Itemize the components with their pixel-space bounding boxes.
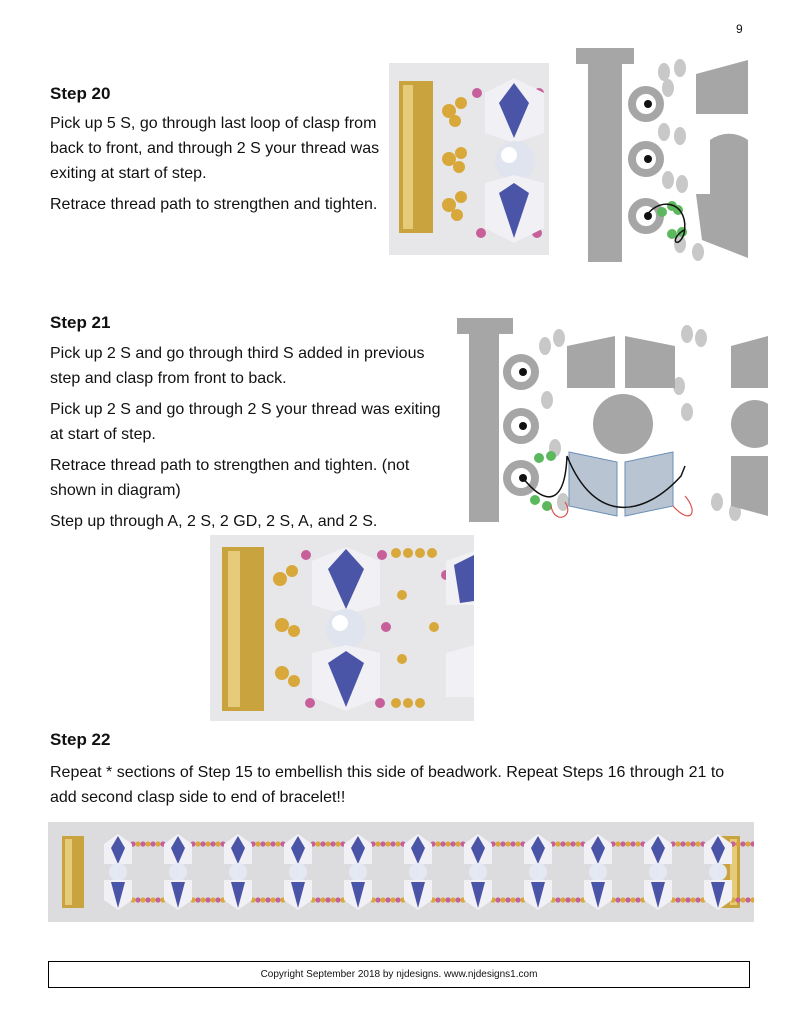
step-22-paragraph: Repeat * sections of Step 15 to embellish this side of beadwork. Repeat Steps 16 through 21 to add second clasp side to end of bracelet!! [50, 764, 725, 806]
page-number: 9 [736, 22, 743, 36]
step-20-title: Step 20 [50, 84, 111, 103]
copyright-footer [48, 961, 750, 988]
step-20-diagram [572, 44, 752, 266]
copyright-text: Copyright September 2018 by njdesigns. www.njdesigns1.com [260, 969, 538, 980]
step-21-title: Step 21 [50, 313, 111, 332]
step-20-paragraph-2: Retrace thread path to strengthen and tighten. [50, 196, 378, 213]
step-21-paragraph-3: Retrace thread path to strengthen and tighten. (not shown in diagram) [50, 457, 410, 499]
step-21-photo [210, 535, 474, 721]
step-21-paragraph-2: Pick up 2 S and go through 2 S your thread was exiting at start of step. [50, 401, 441, 443]
step-21-diagram [455, 316, 768, 526]
step-20-photo [389, 63, 549, 255]
step-21-paragraph-4: Step up through A, 2 S, 2 GD, 2 S, A, and 2 S. [50, 513, 378, 530]
step-22-title: Step 22 [50, 730, 111, 749]
bracelet-photo [48, 822, 754, 922]
step-21-paragraph-1: Pick up 2 S and go through third S added in previous step and clasp from front to back. [50, 345, 425, 387]
step-20-paragraph-1: Pick up 5 S, go through last loop of clasp from back to front, and through 2 S your thread was exiting at start of step. [50, 115, 380, 182]
